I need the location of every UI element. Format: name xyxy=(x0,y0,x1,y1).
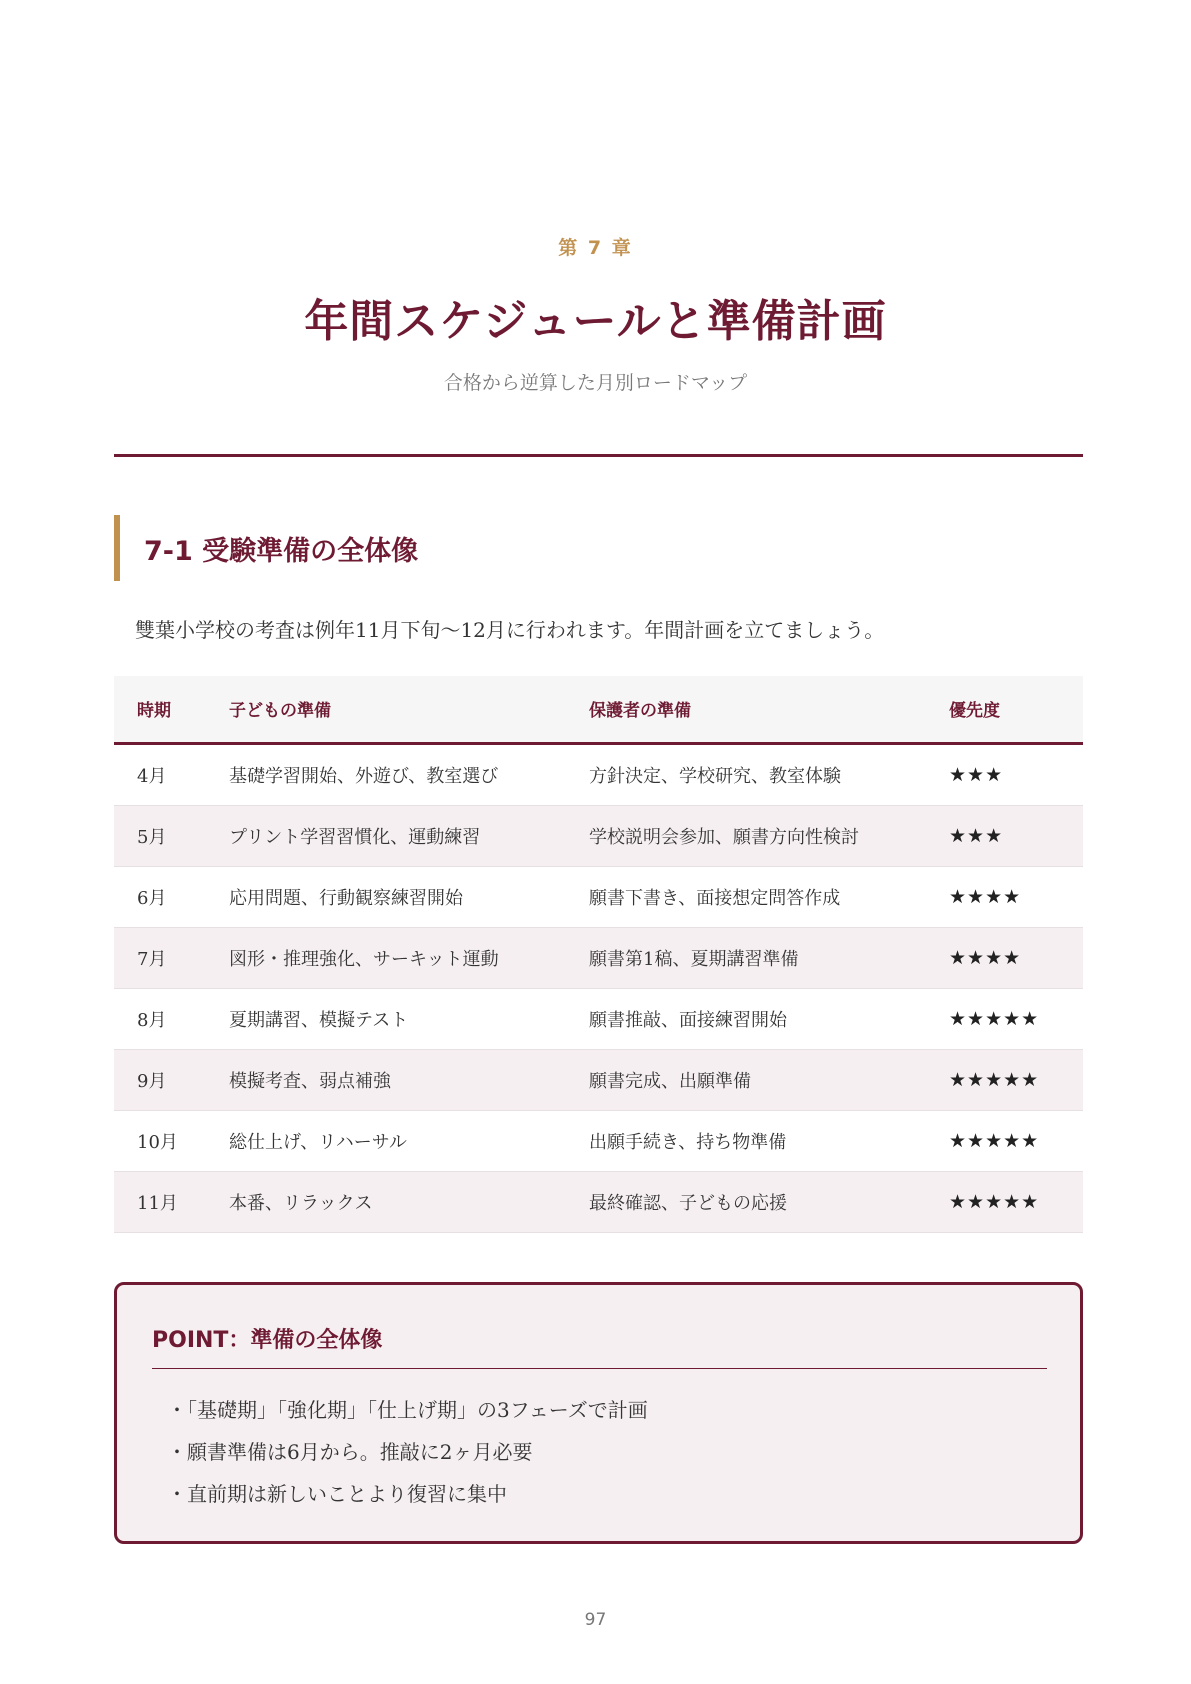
page-subtitle: 合格から逆算した月別ロードマップ xyxy=(443,372,748,394)
table-row xyxy=(114,866,1083,927)
parent-prep-cell: 出願手続き、持ち物準備 xyxy=(566,1110,926,1171)
priority-stars: ★★★★★ xyxy=(926,1049,1083,1110)
child-prep-cell: 総仕上げ、リハーサル xyxy=(206,1110,566,1171)
child-prep-cell: 模擬考査、弱点補強 xyxy=(206,1049,566,1110)
period-cell: 4月 xyxy=(114,743,206,805)
point-box xyxy=(114,1282,1083,1544)
parent-prep-cell: 願書第1稿、夏期講習準備 xyxy=(566,927,926,988)
table-row xyxy=(114,927,1083,988)
point-divider xyxy=(152,1368,1047,1369)
parent-prep-cell: 願書完成、出願準備 xyxy=(566,1049,926,1110)
page-number: 97 xyxy=(584,1610,607,1630)
point-item: ・ 願書準備は6月から。推敲に2ヶ月必要 xyxy=(167,1431,648,1473)
title-divider xyxy=(114,454,1083,457)
table-row xyxy=(114,1171,1083,1232)
column-header-period: 時期 xyxy=(114,676,206,743)
child-prep-cell: 夏期講習、模擬テスト xyxy=(206,988,566,1049)
priority-stars: ★★★★★ xyxy=(926,988,1083,1049)
priority-stars: ★★★★ xyxy=(926,927,1083,988)
priority-stars: ★★★★ xyxy=(926,866,1083,927)
point-item: ・ 直前期は新しいことより復習に集中 xyxy=(167,1473,648,1515)
period-cell: 7月 xyxy=(114,927,206,988)
child-prep-cell: 基礎学習開始、外遊び、教室選び xyxy=(206,743,566,805)
point-item: ・ 「基礎期」「強化期」「仕上げ期」の3フェーズで計画 xyxy=(167,1389,648,1431)
chapter-label: 第 7 章 xyxy=(558,237,633,259)
table-row xyxy=(114,743,1083,805)
table-row xyxy=(114,1049,1083,1110)
child-prep-cell: プリント学習習慣化、運動練習 xyxy=(206,805,566,866)
table-row xyxy=(114,805,1083,866)
parent-prep-cell: 方針決定、学校研究、教室体験 xyxy=(566,743,926,805)
schedule-table xyxy=(114,676,1083,1233)
priority-stars: ★★★ xyxy=(926,743,1083,805)
page-title: 年間スケジュールと準備計画 xyxy=(304,296,887,347)
priority-stars: ★★★ xyxy=(926,805,1083,866)
period-cell: 11月 xyxy=(114,1171,206,1232)
child-prep-cell: 図形・推理強化、サーキット運動 xyxy=(206,927,566,988)
table-header-row xyxy=(114,676,1083,743)
period-cell: 9月 xyxy=(114,1049,206,1110)
column-header-priority: 優先度 xyxy=(926,676,1083,743)
point-title: POINT：準備の全体像 xyxy=(152,1328,383,1353)
parent-prep-cell: 願書推敲、面接練習開始 xyxy=(566,988,926,1049)
period-cell: 10月 xyxy=(114,1110,206,1171)
column-header-child-prep: 子どもの準備 xyxy=(206,676,566,743)
priority-stars: ★★★★★ xyxy=(926,1171,1083,1232)
table-row xyxy=(114,988,1083,1049)
child-prep-cell: 本番、リラックス xyxy=(206,1171,566,1232)
column-header-parent-prep: 保護者の準備 xyxy=(566,676,926,743)
period-cell: 6月 xyxy=(114,866,206,927)
table-row xyxy=(114,1110,1083,1171)
parent-prep-cell: 最終確認、子どもの応援 xyxy=(566,1171,926,1232)
section-heading: 7-1 受験準備の全体像 xyxy=(114,515,418,581)
priority-stars: ★★★★★ xyxy=(926,1110,1083,1171)
intro-text: 雙葉小学校の考査は例年11月下旬〜12月に行われます。年間計画を立てましょう。 xyxy=(135,618,885,642)
parent-prep-cell: 願書下書き、面接想定問答作成 xyxy=(566,866,926,927)
period-cell: 5月 xyxy=(114,805,206,866)
parent-prep-cell: 学校説明会参加、願書方向性検討 xyxy=(566,805,926,866)
period-cell: 8月 xyxy=(114,988,206,1049)
child-prep-cell: 応用問題、行動観察練習開始 xyxy=(206,866,566,927)
point-list xyxy=(167,1389,648,1515)
